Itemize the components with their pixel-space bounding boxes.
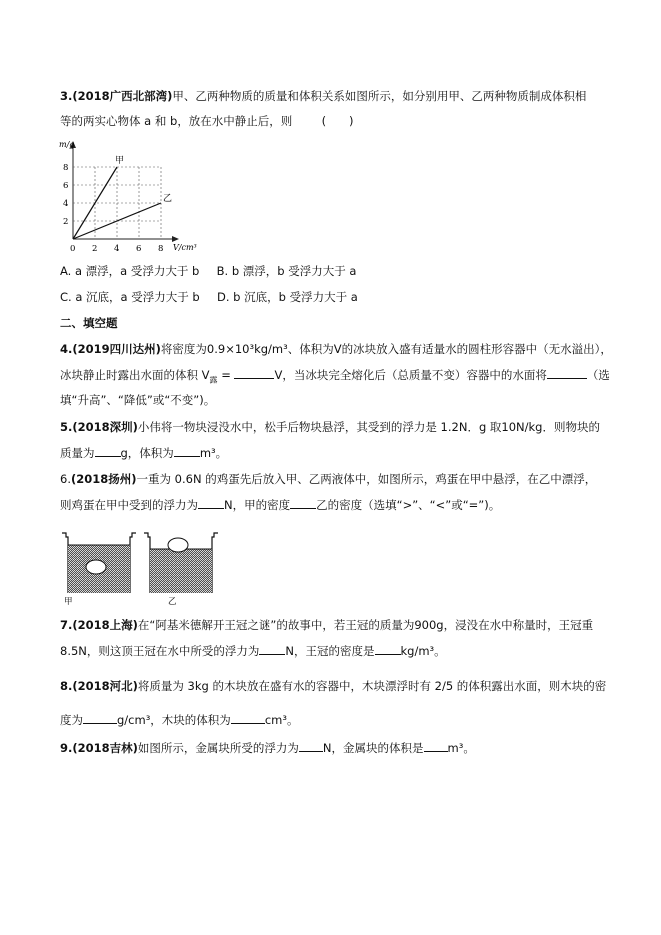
q6-number: 6. — [60, 472, 71, 486]
label-yi: 乙 — [168, 597, 177, 605]
q8-source: (2018河北) — [72, 679, 138, 693]
label-yi: 乙 — [163, 194, 173, 204]
q8-text-2b: g/cm³，木块的体积为 — [117, 713, 231, 727]
x-tick: 6 — [136, 244, 142, 254]
liquid-yi — [150, 549, 212, 593]
q6-beakers-figure — [58, 527, 218, 605]
q6-source: (2018扬州) — [70, 472, 137, 486]
q9-text-1a: 如图所示，金属块所受的浮力为 — [137, 741, 299, 755]
q8-number: 8. — [60, 679, 73, 693]
q3-source: (2018广西北部湾) — [72, 89, 173, 103]
q5-blank-1[interactable] — [95, 445, 121, 457]
q3-answer-paren: ( ) — [321, 114, 354, 128]
q5-number: 5. — [60, 420, 73, 434]
q3-option-d: D. b 沉底，b 受浮力大于 a — [217, 290, 358, 304]
q7-blank-2[interactable] — [375, 643, 401, 655]
q6-blank-1[interactable] — [198, 497, 224, 509]
q4-blank-2[interactable] — [547, 367, 587, 379]
x-tick: 2 — [92, 244, 98, 254]
label-jia: 甲 — [115, 156, 125, 166]
q9-text-1c: m³。 — [447, 741, 475, 755]
q3-mass-volume-graph — [55, 137, 215, 255]
q7-line1 — [60, 617, 593, 633]
q3-line1 — [60, 88, 586, 104]
q7-line2 — [60, 643, 446, 659]
egg-icon — [86, 560, 106, 574]
q6-text-2b: N，甲的密度 — [224, 498, 291, 512]
q8-blank-2[interactable] — [231, 712, 265, 724]
q4-equals: = — [221, 368, 231, 382]
q6-blank-2[interactable] — [290, 497, 316, 509]
q5-text-2b: g，体积为 — [120, 446, 174, 460]
q9-source: (2018吉林) — [72, 741, 138, 755]
q3-text-1: 甲、乙两种物质的质量和体积关系如图所示，如分别用甲、乙两种物质制成体积相 — [172, 89, 587, 103]
beaker-yi — [144, 533, 218, 593]
q4-source: (2019四川达州) — [72, 342, 161, 356]
y-tick: 2 — [63, 217, 69, 227]
q3-number: 3. — [60, 89, 73, 103]
q5-text-2a: 质量为 — [60, 446, 95, 460]
q8-blank-1[interactable] — [83, 712, 117, 724]
q8-line2 — [60, 712, 298, 728]
q8-line1 — [60, 678, 606, 694]
x-tick: 0 — [70, 244, 76, 254]
label-jia: 甲 — [64, 597, 73, 605]
q6-line1 — [60, 471, 596, 487]
q7-text-2b: N，王冠的密度是 — [285, 644, 375, 658]
q4-text-2c: V，当冰块完全熔化后（总质量不变）容器中的水面将 — [274, 368, 547, 382]
y-tick: 6 — [63, 181, 69, 191]
q9-number: 9. — [60, 741, 73, 755]
q3-option-b: B. b 漂浮，b 受浮力大于 a — [216, 264, 357, 278]
q5-text-1: 小伟将一物块浸没水中，松手后物块悬浮，其受到的浮力是 1.2N．g 取10N/kg．则物块的 — [137, 420, 600, 434]
q7-text-1: 在“阿基米德解开王冠之谜”的故事中，若王冠的质量为900g，浸没在水中称量时，王冠重 — [137, 618, 594, 632]
q5-source: (2018深圳) — [72, 420, 138, 434]
q4-text-1: 将密度为0.9×10³kg/m³、体积为V的冰块放入盛有适量水的圆柱形容器中（无水溢出）， — [160, 342, 612, 356]
q4-line2 — [60, 367, 610, 388]
y-tick: 4 — [63, 199, 69, 209]
q9-blank-1[interactable] — [299, 740, 323, 752]
q3-options-row2 — [60, 289, 358, 305]
q9-blank-2[interactable] — [424, 740, 448, 752]
q6-text-2c: 乙的密度（选填“>”、“<”或“=”)。 — [316, 498, 501, 512]
q7-text-2a: 8.5N，则这顶王冠在水中所受的浮力为 — [60, 644, 260, 658]
y-tick: 8 — [63, 163, 69, 173]
section-heading: 二、填空题 — [60, 316, 118, 330]
q4-line1 — [60, 341, 612, 357]
q6-line2 — [60, 497, 500, 513]
x-axis-label: V/cm³ — [173, 243, 197, 252]
q6-text-1: 一重为 0.6N 的鸡蛋先后放入甲、乙两液体中，如图所示，鸡蛋在甲中悬浮，在乙中漂浮， — [136, 472, 597, 486]
q3-text-2: 等的两实心物体 a 和 b，放在水中静止后，则 — [60, 114, 293, 128]
x-tick: 8 — [158, 244, 164, 254]
q8-text-1: 将质量为 3kg 的木块放在盛有水的容器中，木块漂浮时有 2/5 的体积露出水面，则木块的密 — [137, 679, 607, 693]
q8-text-2a: 度为 — [60, 713, 83, 727]
q5-blank-2[interactable] — [174, 445, 200, 457]
x-tick: 4 — [114, 244, 120, 254]
q5-line2 — [60, 445, 227, 461]
q3-option-a: A. a 漂浮，a 受浮力大于 b — [60, 264, 200, 278]
q4-number: 4. — [60, 342, 73, 356]
q7-text-2c: kg/m³。 — [400, 644, 446, 658]
q7-number: 7. — [60, 618, 73, 632]
x-axis-arrow-icon — [172, 236, 179, 242]
q9-line1 — [60, 740, 475, 756]
q4-line3: 填“升高”、“降低”或“不变”)。 — [60, 393, 216, 407]
q9-text-1b: N，金属块的体积是 — [322, 741, 424, 755]
y-axis-label: m/g — [59, 140, 75, 149]
q6-text-2a: 则鸡蛋在甲中受到的浮力为 — [60, 498, 198, 512]
q7-source: (2018上海) — [72, 618, 138, 632]
q4-subscript: 露 — [209, 375, 218, 385]
egg-icon — [168, 538, 188, 552]
q3-options-row1 — [60, 263, 356, 279]
q5-line1 — [60, 419, 600, 435]
q3-option-c: C. a 沉底，a 受浮力大于 b — [60, 290, 200, 304]
q3-line2 — [60, 113, 354, 129]
q8-text-2c: cm³。 — [264, 713, 299, 727]
q4-text-2a: 冰块静止时露出水面的体积 V — [60, 368, 210, 382]
q4-blank-1[interactable] — [234, 367, 274, 379]
q5-text-2c: m³。 — [199, 446, 228, 460]
q4-text-2d: （选 — [586, 368, 610, 382]
beaker-jia — [62, 533, 136, 593]
q7-blank-1[interactable] — [259, 643, 285, 655]
